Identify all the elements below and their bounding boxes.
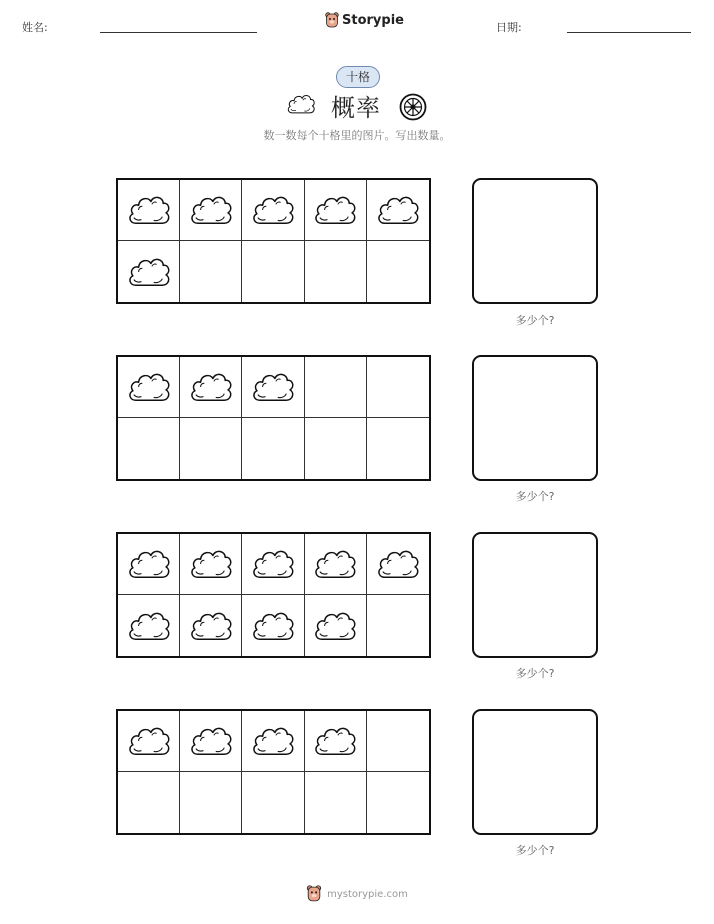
frame-cell bbox=[367, 711, 429, 772]
frame-cell bbox=[180, 711, 242, 772]
cloud-icon bbox=[126, 369, 172, 405]
frame-cell bbox=[118, 241, 180, 302]
frame-cell bbox=[180, 772, 242, 833]
cloud-icon bbox=[250, 608, 296, 644]
frame-cell bbox=[242, 595, 304, 656]
frame-cell bbox=[180, 357, 242, 418]
frame-cell bbox=[367, 534, 429, 595]
badge: 十格 bbox=[336, 66, 380, 88]
frame-cell bbox=[305, 772, 367, 833]
frame-cell bbox=[367, 418, 429, 479]
cloud-icon bbox=[312, 192, 358, 228]
cloud-icon bbox=[375, 546, 421, 582]
frame-cell bbox=[242, 711, 304, 772]
frame-cell bbox=[180, 180, 242, 241]
cloud-icon bbox=[126, 192, 172, 228]
frame-cell bbox=[180, 534, 242, 595]
bear-mascot-icon bbox=[325, 12, 339, 29]
frame-cell bbox=[118, 418, 180, 479]
date-label: 日期: bbox=[496, 21, 522, 34]
frame-cell bbox=[305, 241, 367, 302]
cloud-icon bbox=[285, 92, 317, 116]
cloud-icon bbox=[188, 546, 234, 582]
frame-cell bbox=[118, 357, 180, 418]
cloud-icon bbox=[375, 192, 421, 228]
ten-frame bbox=[116, 355, 431, 481]
frame-cell bbox=[118, 772, 180, 833]
frame-cell bbox=[242, 241, 304, 302]
frame-cell bbox=[242, 180, 304, 241]
cloud-icon bbox=[188, 192, 234, 228]
frame-cell bbox=[367, 357, 429, 418]
brand-name: Storypie bbox=[342, 13, 404, 28]
cloud-icon bbox=[250, 369, 296, 405]
cloud-icon bbox=[312, 608, 358, 644]
cloud-icon bbox=[126, 546, 172, 582]
ten-frame bbox=[116, 178, 431, 304]
answer-prompt: 多少个? bbox=[515, 844, 555, 857]
answer-box[interactable] bbox=[472, 532, 598, 658]
frame-cell bbox=[242, 357, 304, 418]
ten-frame bbox=[116, 709, 431, 835]
answer-prompt: 多少个? bbox=[515, 314, 555, 327]
frame-cell bbox=[180, 241, 242, 302]
frame-cell bbox=[118, 711, 180, 772]
bear-mascot-icon bbox=[306, 885, 322, 903]
frame-cell bbox=[305, 595, 367, 656]
wheel-icon bbox=[399, 93, 427, 121]
cloud-icon bbox=[126, 723, 172, 759]
frame-cell bbox=[180, 595, 242, 656]
frame-cell bbox=[305, 357, 367, 418]
cloud-icon bbox=[312, 546, 358, 582]
frame-cell bbox=[242, 534, 304, 595]
brand-logo bbox=[325, 12, 404, 29]
answer-box[interactable] bbox=[472, 355, 598, 481]
cloud-icon bbox=[126, 254, 172, 290]
cloud-icon bbox=[312, 723, 358, 759]
footer-site: mystorypie.com bbox=[327, 888, 408, 900]
frame-cell bbox=[367, 180, 429, 241]
frame-cell bbox=[367, 595, 429, 656]
date-field[interactable] bbox=[567, 32, 691, 33]
frame-cell bbox=[180, 418, 242, 479]
frame-cell bbox=[118, 595, 180, 656]
instructions: 数一数每个十格里的图片。写出数量。 bbox=[263, 129, 451, 142]
frame-cell bbox=[367, 772, 429, 833]
ten-frame bbox=[116, 532, 431, 658]
frame-cell bbox=[305, 534, 367, 595]
footer bbox=[0, 885, 714, 903]
answer-box[interactable] bbox=[472, 709, 598, 835]
cloud-icon bbox=[188, 369, 234, 405]
frame-cell bbox=[367, 241, 429, 302]
cloud-icon bbox=[188, 723, 234, 759]
answer-box[interactable] bbox=[472, 178, 598, 304]
name-label: 姓名: bbox=[22, 21, 48, 34]
frame-cell bbox=[242, 418, 304, 479]
answer-prompt: 多少个? bbox=[515, 667, 555, 680]
frame-cell bbox=[305, 418, 367, 479]
frame-cell bbox=[118, 534, 180, 595]
page-title: 概率 bbox=[331, 94, 381, 122]
cloud-icon bbox=[126, 608, 172, 644]
cloud-icon bbox=[250, 546, 296, 582]
cloud-icon bbox=[188, 608, 234, 644]
answer-prompt: 多少个? bbox=[515, 490, 555, 503]
frame-cell bbox=[305, 180, 367, 241]
frame-cell bbox=[305, 711, 367, 772]
frame-cell bbox=[242, 772, 304, 833]
cloud-icon bbox=[250, 723, 296, 759]
name-field[interactable] bbox=[100, 32, 257, 33]
cloud-icon bbox=[250, 192, 296, 228]
frame-cell bbox=[118, 180, 180, 241]
